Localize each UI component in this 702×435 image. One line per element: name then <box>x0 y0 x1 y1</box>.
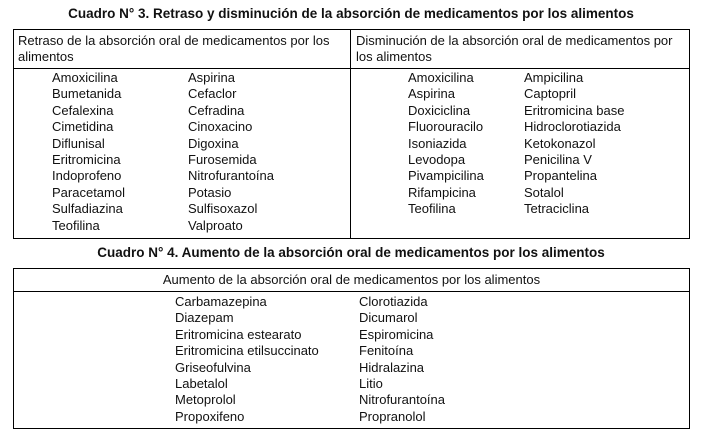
drug-name: Pivampicilina <box>408 168 484 184</box>
drug-name: Ampicilina <box>524 70 584 85</box>
drug-name: Espiromicina <box>359 326 434 342</box>
drug-name: Nitrofurantoína <box>188 168 274 184</box>
drug-name: Clorotiazida <box>359 294 428 309</box>
cuadro4-list-2 <box>359 294 445 425</box>
cuadro3-table <box>13 29 690 239</box>
drug-name: Labetalol <box>175 376 228 392</box>
drug-name: Eritromicina base <box>524 102 625 118</box>
drug-name: Isoniazida <box>408 135 467 151</box>
drug-name: Propantelina <box>524 168 597 184</box>
drug-name: Eritromicina estearato <box>175 326 302 342</box>
drug-name: Tetraciclina <box>524 201 590 217</box>
drug-name: Metoprolol <box>175 392 236 408</box>
drug-name: Fenitoína <box>359 343 414 359</box>
drug-name: Sulfadiazina <box>52 201 123 217</box>
cuadro3-right-header: Disminución de la absorción oral de medicamentos por los alimentos <box>356 33 673 64</box>
drug-name: Sulfisoxazol <box>188 201 258 217</box>
drug-name: Hidroclorotiazida <box>524 119 621 135</box>
drug-name: Amoxicilina <box>408 70 474 85</box>
cuadro4-header: Aumento de la absorción oral de medicamentos por los alimentos <box>162 272 541 287</box>
drug-name: Furosemida <box>188 152 257 168</box>
cuadro3-left-header: Retraso de la absorción oral de medicamentos por los alimentos <box>18 33 330 64</box>
drug-name: Aspirina <box>188 70 235 85</box>
cuadro3-column-divider <box>350 30 351 238</box>
drug-name: Cinoxacino <box>188 119 253 135</box>
drug-name: Dicumarol <box>359 310 418 326</box>
drug-name: Ketokonazol <box>524 135 596 151</box>
cuadro4-header-divider <box>14 291 689 292</box>
drug-name: Propranolol <box>359 408 426 424</box>
drug-name: Valproato <box>188 217 243 233</box>
drug-name: Litio <box>359 376 383 392</box>
cuadro4-list-1 <box>175 294 319 425</box>
drug-name: Bumetanida <box>52 86 122 102</box>
drug-name: Rifampicina <box>408 184 476 200</box>
drug-name: Levodopa <box>408 152 466 168</box>
drug-name: Aspirina <box>408 86 455 102</box>
drug-name: Fluorouracilo <box>408 119 484 135</box>
drug-name: Cimetidina <box>52 119 114 135</box>
drug-name: Nitrofurantoína <box>359 392 445 408</box>
drug-name: Sotalol <box>524 184 564 200</box>
drug-name: Paracetamol <box>52 184 125 200</box>
cuadro3-caption: Cuadro N° 3. Retraso y disminución de la absorción de medicamentos por los alimentos <box>68 6 634 21</box>
drug-name: Digoxina <box>188 135 239 151</box>
drug-name: Penicilina V <box>524 152 592 168</box>
drug-name: Cefaclor <box>188 86 237 102</box>
drug-name: Indoprofeno <box>52 168 122 184</box>
cuadro3-right-list-2 <box>524 70 624 218</box>
drug-name: Diazepam <box>175 310 234 326</box>
drug-name: Griseofulvina <box>175 359 251 375</box>
cuadro3-right-list-1 <box>408 70 484 218</box>
cuadro4-caption: Cuadro N° 4. Aumento de la absorción oral de medicamentos por los alimentos <box>97 245 605 260</box>
drug-name: Diflunisal <box>52 135 105 151</box>
drug-name: Carbamazepina <box>175 294 267 309</box>
drug-name: Potasio <box>188 184 232 200</box>
drug-name: Propoxifeno <box>175 408 245 424</box>
drug-name: Doxiciclina <box>408 102 471 118</box>
drug-name: Eritromicina <box>52 152 121 168</box>
cuadro4-table <box>13 268 690 429</box>
drug-name: Captopril <box>524 86 577 102</box>
cuadro3-header-divider <box>14 68 689 69</box>
drug-name: Hidralazina <box>359 359 425 375</box>
drug-name: Cefradina <box>188 102 245 118</box>
cuadro3-left-list-2 <box>188 70 274 234</box>
drug-name: Teofilina <box>408 201 456 217</box>
drug-name: Cefalexina <box>52 102 114 118</box>
drug-name: Amoxicilina <box>52 70 118 85</box>
drug-name: Teofilina <box>52 217 100 233</box>
drug-name: Eritromicina etilsuccinato <box>175 343 319 359</box>
cuadro3-left-list-1 <box>52 70 125 234</box>
